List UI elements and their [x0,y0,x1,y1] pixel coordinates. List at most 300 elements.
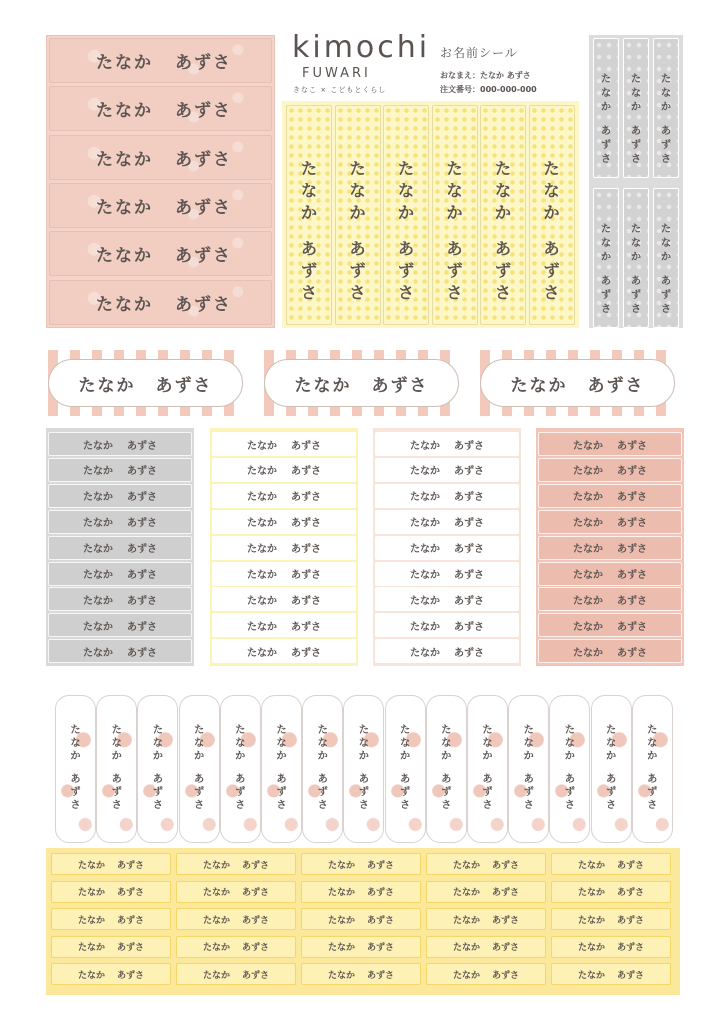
label-given: あずさ [117,888,145,898]
name-label [375,536,519,560]
label-char: た [235,725,246,736]
label-char: な [276,738,287,749]
label-given: あずさ [127,647,157,659]
label-given: あずさ [367,888,395,898]
label-char: な [317,738,328,749]
name-label [301,936,421,958]
label-char: さ [523,800,534,811]
label-surname: たなか [573,440,603,452]
label-given: あずさ [291,570,321,581]
label-given: あずさ [242,888,270,898]
label-given: あずさ [454,466,484,478]
label-char: ず [317,787,328,798]
vertical-name-label [383,105,429,325]
label-given: あずさ [291,595,321,607]
label-char: な [647,738,658,749]
label-char: な [397,181,414,200]
label-char: あ [606,774,617,785]
name-label [301,908,421,930]
pink-large-label-sheet [46,35,275,328]
vertical-name-text [138,724,177,812]
vertical-name-text [550,724,589,812]
label-char: ず [601,290,611,301]
label-char: ず [543,261,560,280]
name-label [480,359,675,407]
name-label [48,536,192,560]
label-surname: たなか [77,888,105,898]
label-char: あ [358,774,369,785]
label-surname: たなか [83,595,113,607]
label-char: な [349,181,366,200]
name-label [212,458,356,482]
label-char: さ [235,800,246,811]
label-char: さ [446,283,463,302]
label-surname: たなか [410,570,440,581]
label-char: な [661,238,671,249]
label-char: ず [661,140,671,151]
vertical-name-label [508,695,549,843]
label-surname: たなか [77,915,105,926]
vertical-name-text [654,73,678,167]
label-char: か [441,751,452,762]
label-char: か [317,751,328,762]
label-surname: たなか [410,466,440,478]
name-label [551,881,671,903]
label-char: あ [494,239,511,258]
label-surname: たなか [96,53,153,73]
vertical-name-label [426,695,467,843]
name-label [48,458,192,482]
label-surname: たなか [410,621,440,633]
name-label [426,963,546,985]
label-char: あ [661,276,671,287]
vertical-name-text [221,724,260,812]
name-label [48,562,192,586]
label-char: あ [349,239,366,258]
label-given: あずさ [454,570,484,581]
vertical-name-label [632,695,673,843]
label-given: あずさ [175,246,232,267]
label-given: あずさ [175,53,232,73]
oval-label-frame [480,350,675,416]
label-char: さ [70,800,81,811]
label-surname: たなか [77,860,105,871]
name-label [375,613,519,637]
label-char: な [601,238,611,249]
label-char: な [358,738,369,749]
vertical-name-label [591,695,632,843]
label-surname: たなか [294,375,352,396]
vertical-name-text [427,724,466,812]
label-given: あずさ [617,492,647,504]
name-label [264,359,459,407]
name-label [538,432,682,456]
vertical-name-label [549,695,590,843]
label-given: あずさ [175,197,232,218]
label-surname: たなか [573,621,603,633]
label-surname: たなか [247,595,277,607]
label-char: た [606,725,617,736]
label-surname: たなか [510,375,568,396]
label-char: た [441,725,452,736]
label-char: さ [397,283,414,302]
vertical-name-text [262,724,301,812]
vertical-name-label [593,188,619,328]
label-char: な [300,181,317,200]
name-label [551,853,671,875]
label-given: あずさ [175,149,232,170]
label-char: あ [446,239,463,258]
label-surname: たなか [83,544,113,556]
label-char: か [276,751,287,762]
name-label [375,510,519,534]
label-given: あずさ [117,970,145,981]
label-char: ず [70,787,81,798]
label-char: な [631,88,641,99]
label-given: あずさ [454,595,484,607]
label-surname: たなか [77,970,105,981]
label-surname: たなか [96,294,153,315]
label-surname: たなか [327,943,355,953]
label-char: か [446,203,463,222]
label-char: た [482,725,493,736]
label-char: さ [601,304,611,315]
label-surname: たなか [327,860,355,871]
label-char: か [631,102,641,113]
label-surname: たなか [247,570,277,581]
label-char: な [494,181,511,200]
label-surname: たなか [410,492,440,504]
name-label [375,432,519,456]
name-label [176,908,296,930]
label-char: あ [647,774,658,785]
label-given: あずさ [127,466,157,478]
label-char: な [523,738,534,749]
vertical-name-label [179,695,220,843]
label-surname: たなか [452,888,480,898]
label-char: な [441,738,452,749]
vertical-name-text [384,158,428,304]
vertical-name-label [335,105,381,325]
label-char: な [543,181,560,200]
label-given: あずさ [117,943,145,953]
label-char: ず [446,261,463,280]
label-char: さ [631,154,641,165]
label-char: さ [647,800,658,811]
brand-tagline: きなこ × こどもとくらし [293,86,387,94]
label-char: た [397,159,414,178]
label-surname: たなか [573,544,603,556]
yellow-vertical-label-sheet [282,101,579,328]
label-surname: たなか [410,595,440,607]
name-label [375,639,519,663]
vertical-name-text [468,724,507,812]
name-label [49,38,272,83]
label-given: あずさ [367,915,395,926]
oval-label-frame [48,350,243,416]
label-given: あずさ [617,466,647,478]
label-char: か [358,751,369,762]
vertical-name-label [467,695,508,843]
vertical-name-label [432,105,478,325]
label-char: た [349,159,366,178]
label-char: た [111,725,122,736]
label-char: た [631,224,641,235]
label-char: さ [400,800,411,811]
order-number-line: 注文番号：000-000-000 [440,85,537,94]
label-surname: たなか [83,440,113,452]
label-char: か [111,751,122,762]
vertical-name-text [344,724,383,812]
label-given: あずさ [617,595,647,607]
name-label [49,86,272,131]
label-given: あずさ [454,544,484,556]
label-given: あずさ [587,375,645,396]
label-char: あ [601,126,611,137]
label-given: あずさ [291,492,321,504]
pink-small-label-grid [536,428,684,666]
label-char: ず [523,787,534,798]
vertical-name-label [653,38,679,178]
label-surname: たなか [573,570,603,581]
name-label [176,936,296,958]
label-char: ず [647,787,658,798]
label-char: た [661,224,671,235]
label-char: ず [400,787,411,798]
label-char: か [661,102,671,113]
label-char: さ [601,154,611,165]
label-given: あずさ [617,621,647,633]
label-surname: たなか [577,970,605,981]
label-given: あずさ [127,570,157,581]
label-surname: たなか [83,570,113,581]
label-char: た [601,224,611,235]
name-label [538,639,682,663]
label-given: あずさ [242,970,270,981]
label-surname: たなか [247,544,277,556]
vertical-name-text [509,724,548,812]
label-char: さ [543,283,560,302]
label-given: あずさ [175,294,232,315]
vertical-name-text [97,724,136,812]
label-char: か [494,203,511,222]
label-given: あずさ [454,492,484,504]
label-char: な [235,738,246,749]
label-given: あずさ [492,915,520,926]
label-given: あずさ [291,440,321,452]
brand-subtitle: FUWARI [302,66,371,81]
label-char: た [564,725,575,736]
name-label [48,359,243,407]
label-char: た [523,725,534,736]
label-char: さ [317,800,328,811]
label-char: さ [111,800,122,811]
label-char: あ [317,774,328,785]
label-surname: たなか [202,915,230,926]
label-char: ず [111,787,122,798]
label-char: ず [494,261,511,280]
label-surname: たなか [410,544,440,556]
label-char: ず [276,787,287,798]
label-surname: たなか [78,375,136,396]
label-given: あずさ [492,860,520,871]
label-given: あずさ [291,544,321,556]
label-given: あずさ [242,943,270,953]
label-surname: たなか [573,466,603,478]
flower-vertical-label-row [55,695,683,843]
label-char: な [564,738,575,749]
label-char: ず [564,787,575,798]
vertical-name-label [302,695,343,843]
label-char: か [152,751,163,762]
vertical-name-text [56,724,95,812]
vertical-name-label [480,105,526,325]
name-label [48,432,192,456]
label-char: ず [358,787,369,798]
label-char: な [70,738,81,749]
label-surname: たなか [327,888,355,898]
label-char: あ [235,774,246,785]
label-char: か [601,252,611,263]
vertical-name-text [530,158,574,304]
name-label [212,587,356,611]
label-given: あずさ [242,915,270,926]
label-char: な [152,738,163,749]
name-label [48,613,192,637]
label-surname: たなか [83,466,113,478]
label-char: あ [482,774,493,785]
name-label [301,853,421,875]
oval-label-frame [264,350,459,416]
label-char: た [647,725,658,736]
label-char: か [235,751,246,762]
vertical-name-label [593,38,619,178]
label-surname: たなか [83,518,113,530]
label-char: あ [631,276,641,287]
vertical-name-text [336,158,380,304]
brand-logo: kimochi [292,30,431,65]
label-char: さ [661,154,671,165]
label-char: な [606,738,617,749]
label-char: さ [494,283,511,302]
label-given: あずさ [127,544,157,556]
label-char: あ [300,239,317,258]
name-label [212,536,356,560]
name-label [212,613,356,637]
label-char: た [494,159,511,178]
vertical-name-text [654,223,678,317]
label-char: か [300,203,317,222]
label-char: な [194,738,205,749]
label-char: な [111,738,122,749]
name-label [176,963,296,985]
label-char: ず [349,261,366,280]
vertical-name-text [433,158,477,304]
label-char: た [152,725,163,736]
vertical-name-text [287,158,331,304]
label-surname: たなか [96,149,153,170]
label-char: ず [631,140,641,151]
label-char: ず [194,787,205,798]
name-label [375,587,519,611]
name-label [176,853,296,875]
label-char: た [400,725,411,736]
label-given: あずさ [117,915,145,926]
label-surname: たなか [83,647,113,659]
label-surname: たなか [202,860,230,871]
label-char: か [601,102,611,113]
name-label [51,881,171,903]
label-char: ず [606,787,617,798]
label-char: さ [606,800,617,811]
label-given: あずさ [127,621,157,633]
label-given: あずさ [242,860,270,871]
gray-vertical-label-sheet [589,35,683,328]
label-char: さ [482,800,493,811]
label-char: か [606,751,617,762]
label-given: あずさ [617,440,647,452]
label-char: か [543,203,560,222]
label-surname: たなか [247,621,277,633]
vertical-name-text [594,73,618,167]
vertical-name-text [633,724,672,812]
label-char: か [647,751,658,762]
vertical-name-label [653,188,679,328]
vertical-name-label [623,38,649,178]
label-surname: たなか [247,440,277,452]
label-char: あ [441,774,452,785]
label-given: あずさ [617,888,645,898]
gray-small-label-grid [46,428,194,666]
name-label [375,484,519,508]
label-char: さ [300,283,317,302]
label-char: あ [661,126,671,137]
label-char: あ [564,774,575,785]
label-char: ず [300,261,317,280]
label-char: ず [601,140,611,151]
vertical-name-label [137,695,178,843]
vertical-name-label [286,105,332,325]
name-label [301,963,421,985]
label-char: さ [349,283,366,302]
label-char: た [194,725,205,736]
label-surname: たなか [577,943,605,953]
name-label [538,458,682,482]
label-surname: たなか [83,621,113,633]
label-surname: たなか [327,970,355,981]
label-surname: たなか [410,518,440,530]
label-surname: たなか [247,518,277,530]
label-surname: たなか [77,943,105,953]
label-char: あ [523,774,534,785]
label-char: な [482,738,493,749]
vertical-name-text [386,724,425,812]
vertical-name-label [529,105,575,325]
label-char: か [564,751,575,762]
name-label [212,639,356,663]
name-label [538,536,682,560]
name-label [48,484,192,508]
label-surname: たなか [410,440,440,452]
vertical-name-label [220,695,261,843]
label-given: あずさ [617,518,647,530]
label-surname: たなか [573,595,603,607]
label-given: あずさ [127,518,157,530]
name-label [49,231,272,276]
label-char: あ [397,239,414,258]
label-char: さ [276,800,287,811]
label-given: あずさ [367,943,395,953]
